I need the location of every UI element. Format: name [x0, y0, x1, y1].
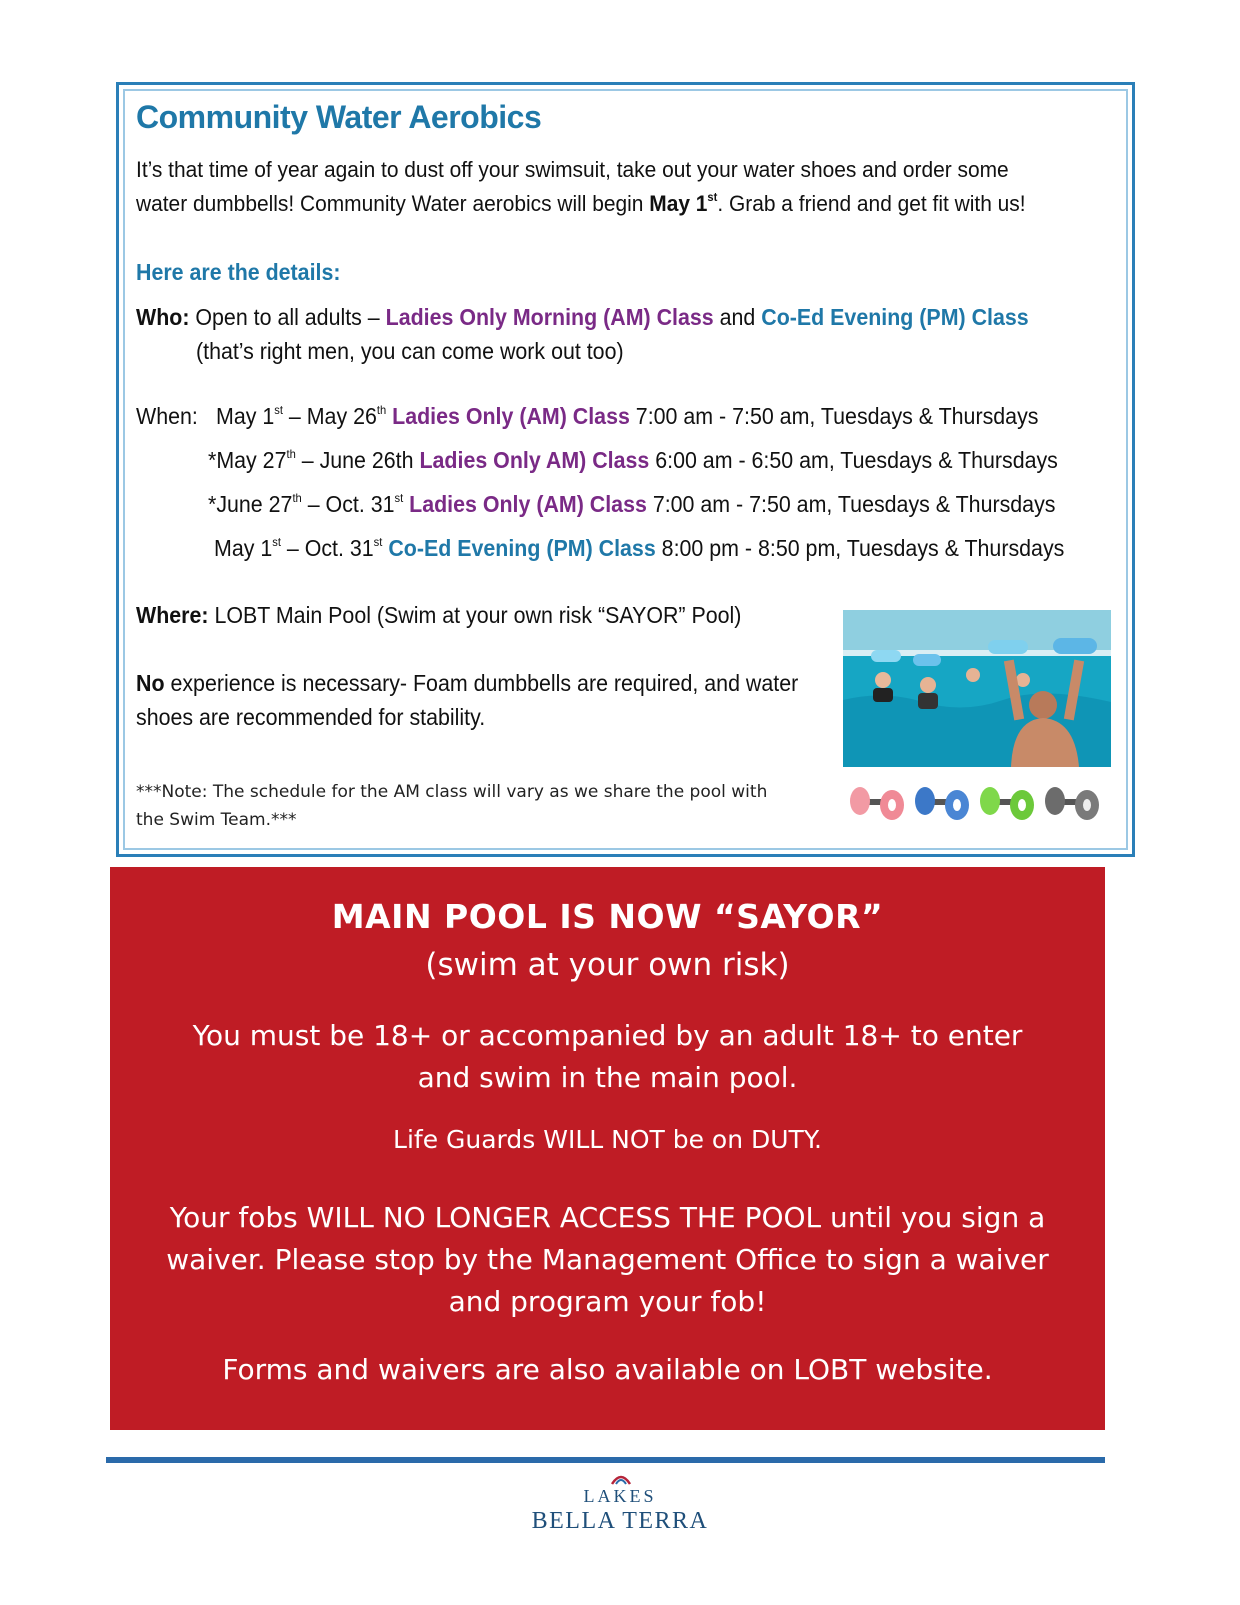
banner-heading: MAIN POOL IS NOW “SAYOR” [331, 897, 884, 936]
banner-forms-notice: Forms and waivers are also available on LOBT website. [222, 1353, 993, 1386]
when-row-2: *May 27th – June 26th Ladies Only AM) Class 6:00 am - 6:50 am, Tuesdays & Thursdays [208, 447, 1058, 473]
no-exp-line-2: shoes are recommended for stability. [136, 704, 486, 730]
banner-subheading: (swim at your own risk) [425, 947, 790, 983]
logo-emblem-icon [610, 1472, 632, 1486]
details-heading: Here are the details: [136, 259, 341, 285]
banner-age-rule: You must be 18+ or accompanied by an adult 18+ to enter and swim in the main pool. [192, 1019, 1023, 1094]
banner-fob-notice: Your fobs WILL NO LONGER ACCESS THE POOL until you sign a waiver. Please stop by the Management Office to sign a waiver and program your fob! [166, 1201, 1049, 1318]
who-line-2: (that’s right men, you can come work out too) [196, 338, 624, 364]
intro-paragraph [136, 153, 1103, 221]
lakes-bella-terra-logo [500, 1470, 740, 1540]
when-label: When: [136, 403, 198, 429]
logo-line-1: LAKES [583, 1486, 657, 1506]
footer-divider [106, 1457, 1105, 1463]
who-line: Who: Open to all adults – Ladies Only Morning (AM) Class and Co-Ed Evening (PM) Class [136, 304, 1029, 330]
where-line: Where: LOBT Main Pool (Swim at your own risk “SAYOR” Pool) [136, 602, 742, 628]
pool-photo [843, 610, 1111, 767]
foam-dumbbells-image [848, 783, 1108, 823]
when-row-4: May 1st – Oct. 31st Co-Ed Evening (PM) Class 8:00 pm - 8:50 pm, Tuesdays & Thursdays [214, 535, 1065, 561]
banner-lifeguard-notice: Life Guards WILL NOT be on DUTY. [393, 1125, 822, 1154]
when-row-3: *June 27th – Oct. 31st Ladies Only (AM) Class 7:00 am - 7:50 am, Tuesdays & Thursdays [208, 491, 1056, 517]
aerobics-card [116, 82, 1135, 857]
intro-line-1: It’s that time of year again to dust off your swimsuit, take out your water shoes and order some [136, 157, 1009, 182]
card-title: Community Water Aerobics [136, 99, 542, 135]
logo-line-2: BELLA TERRA [531, 1508, 709, 1534]
schedule-note: ***Note: The schedule for the AM class will vary as we share the pool with the Swim Team.*** [136, 782, 768, 830]
sayor-banner [110, 867, 1105, 1430]
when-row-1: May 1st – May 26th Ladies Only (AM) Class 7:00 am - 7:50 am, Tuesdays & Thursdays [216, 403, 1039, 429]
no-exp-line-1: No experience is necessary- Foam dumbbells are required, and water [136, 670, 799, 696]
intro-line-2: water dumbbells! Community Water aerobics will begin May 1st. Grab a friend and get fit with us! [136, 190, 1026, 216]
